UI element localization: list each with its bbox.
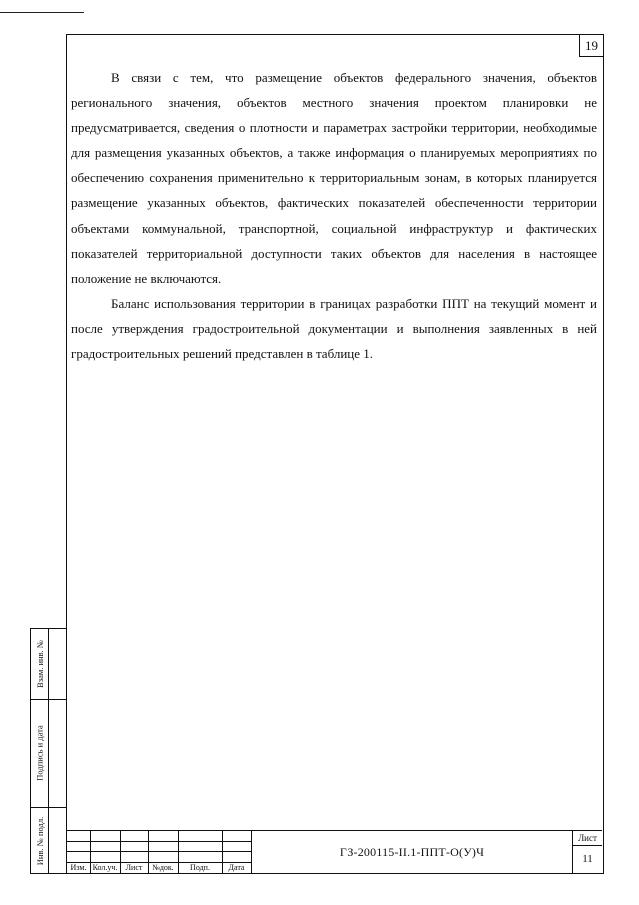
col-n-dok: №док. [152, 863, 174, 872]
top-left-rule [0, 12, 84, 13]
paragraph-2: Баланс использования территории в границах разработки ППТ на текущий момент и после утверждения градостроительной документации и выполнения заявленных в ней градостроительных решений представлен в таблице 1. [71, 295, 597, 362]
col-data: Дата [228, 863, 245, 872]
sheet-box [572, 831, 602, 873]
side-inv-podl: Инв. № подл. [35, 816, 45, 866]
sheet-number: 11 [582, 853, 593, 865]
document-code: ГЗ-200115-II.1-ППТ-О(У)Ч [251, 831, 572, 873]
sheet-label: Лист [573, 831, 602, 846]
paragraph-1: В связи с тем, что размещение объектов федерального значения, объектов регионального значения, объектов местного значения проектом планировки не предусматривается, сведения о плотности и параметрах застройки территории, необходимые для размещения указанных объектов, а также информация о планируемых мероприятиях по обеспечению сохранения применительно к территориальным зонам, в которых планируется размещение указанных объектов, фактических показателей обеспеченности территории объектами коммунальной, транспортной, социальной инфраструктур и фактических показателей территориальной доступности таких объектов для населения в настоящее положение не включаются. [71, 70, 597, 286]
col-izm: Изм. [70, 863, 87, 872]
page-frame [66, 34, 604, 874]
col-kol-uch: Кол.уч. [92, 863, 118, 872]
col-podp: Подп. [190, 863, 210, 872]
side-stamp [30, 628, 66, 874]
side-podpis-data: Подпись и дата [35, 725, 46, 781]
title-block [67, 830, 602, 873]
col-list: Лист [125, 863, 143, 872]
page-number: 19 [579, 35, 603, 57]
revision-grid [67, 831, 251, 873]
document-body [71, 65, 597, 366]
side-vzam-inv: Взам. инв. № [35, 640, 45, 688]
